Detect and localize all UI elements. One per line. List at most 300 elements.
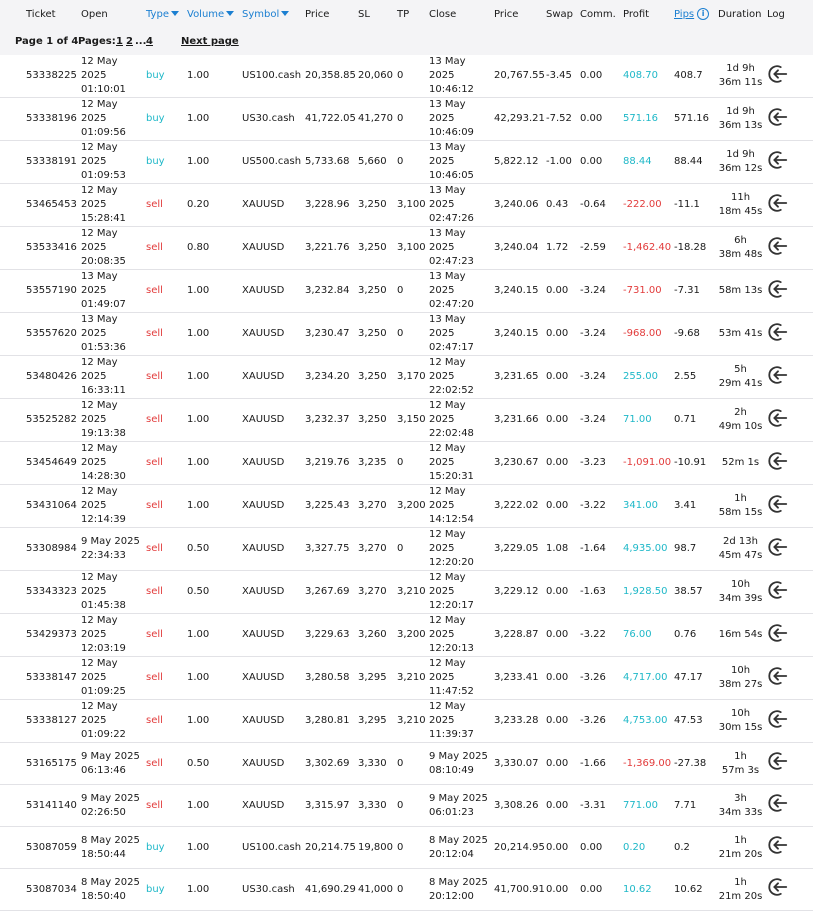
cell-swap: 0.00	[546, 757, 569, 769]
cell-duration-line1: 2h	[734, 407, 747, 418]
cell-duration-line1: 16m 54s	[718, 629, 763, 640]
cell-symbol: XAUUSD	[242, 672, 285, 683]
cell-log	[767, 227, 813, 270]
cell-price: 3,327.75	[305, 543, 350, 554]
cell-duration-line1: 6h	[734, 235, 747, 246]
col-price: Price	[305, 0, 358, 29]
cell-duration	[718, 184, 767, 227]
cell-swap: 0.00	[546, 328, 569, 339]
cell-close-time: 12:20:13	[429, 643, 474, 654]
cell-close	[429, 869, 494, 911]
pages-ellipsis: ...	[135, 36, 147, 47]
cell-pips: 98.7	[674, 543, 697, 554]
cell-pips: -7.31	[674, 285, 700, 296]
cell-type: buy	[146, 70, 165, 81]
cell-tp: 3,210	[397, 715, 426, 726]
cell-close	[429, 785, 494, 827]
cell-swap: 0.00	[546, 500, 569, 511]
log-exit-icon[interactable]	[767, 278, 789, 300]
cell-symbol: US30.cash	[242, 113, 295, 124]
cell-close-price: 3,230.67	[494, 457, 539, 468]
log-exit-icon[interactable]	[767, 750, 789, 772]
cell-duration	[718, 313, 767, 356]
cell-profit: -1,091.00	[623, 457, 672, 468]
cell-swap: 0.00	[546, 586, 569, 597]
cell-open-time: 01:09:53	[81, 170, 126, 181]
cell-sl: 3,260	[358, 629, 387, 640]
next-page-link[interactable]: Next page	[181, 36, 239, 47]
cell-ticket: 53454649	[26, 457, 77, 468]
log-exit-icon[interactable]	[767, 493, 789, 515]
cell-comm: 0.00	[580, 113, 603, 124]
log-exit-icon[interactable]	[767, 622, 789, 644]
cell-duration	[718, 485, 767, 528]
cell-ticket: 53480426	[26, 371, 77, 382]
cell-tp: 0	[397, 285, 404, 296]
cell-open-date: 12 May 2025	[81, 443, 118, 468]
cell-open	[81, 743, 146, 785]
cell-log	[767, 485, 813, 528]
cell-open-time: 01:45:38	[81, 600, 126, 611]
log-exit-icon[interactable]	[767, 536, 789, 558]
cell-close-date: 12 May 2025	[429, 615, 466, 640]
cell-close-price: 5,822.12	[494, 156, 539, 167]
cell-tp: 3,200	[397, 629, 426, 640]
cell-price: 3,232.37	[305, 414, 350, 425]
cell-open-date: 12 May 2025	[81, 701, 118, 726]
cell-duration-line2: 36m 12s	[718, 163, 763, 174]
cell-ticket: 53165175	[26, 757, 77, 769]
cell-open	[81, 141, 146, 184]
table-row	[0, 571, 813, 614]
sort-desc-icon[interactable]	[171, 11, 179, 16]
cell-close-price: 41,700.91	[494, 883, 545, 895]
cell-comm: -3.24	[580, 328, 606, 339]
log-exit-icon[interactable]	[767, 106, 789, 128]
cell-log	[767, 313, 813, 356]
cell-type: sell	[146, 672, 163, 683]
cell-volume: 1.00	[187, 328, 210, 339]
log-exit-icon[interactable]	[767, 407, 789, 429]
cell-price: 41,722.05	[305, 113, 356, 124]
cell-duration-line2: 45m 47s	[718, 550, 763, 561]
cell-tp: 3,210	[397, 586, 426, 597]
cell-open	[81, 227, 146, 270]
table-row	[0, 614, 813, 657]
cell-sl: 3,250	[358, 285, 387, 296]
cell-close-time: 11:47:52	[429, 686, 474, 697]
cell-price: 3,302.69	[305, 757, 350, 769]
cell-log	[767, 571, 813, 614]
cell-open-date: 12 May 2025	[81, 185, 118, 210]
cell-open-date: 12 May 2025	[81, 400, 118, 425]
cell-open-date: 8 May 2025	[81, 876, 140, 888]
cell-duration	[718, 399, 767, 442]
cell-close-time: 20:12:04	[429, 848, 474, 860]
cell-sl: 5,660	[358, 156, 387, 167]
cell-log	[767, 184, 813, 227]
table-row	[0, 528, 813, 571]
cell-open-time: 15:28:41	[81, 213, 126, 224]
col-ticket: Ticket	[0, 0, 81, 29]
col-open: Open	[81, 0, 146, 29]
log-exit-icon[interactable]	[767, 792, 789, 814]
cell-price: 3,280.58	[305, 672, 350, 683]
log-exit-icon[interactable]	[767, 876, 789, 898]
cell-swap: 0.00	[546, 715, 569, 726]
cell-swap: 0.43	[546, 199, 569, 210]
trade-rows	[0, 55, 813, 911]
log-exit-icon[interactable]	[767, 149, 789, 171]
cell-price: 3,221.76	[305, 242, 350, 253]
cell-volume: 1.00	[187, 70, 210, 81]
cell-comm: -3.26	[580, 672, 606, 683]
cell-symbol: XAUUSD	[242, 199, 285, 210]
cell-close	[429, 356, 494, 399]
cell-ticket: 53533416	[26, 242, 77, 253]
col-type[interactable]	[146, 0, 187, 29]
cell-symbol: XAUUSD	[242, 715, 285, 726]
cell-close	[429, 141, 494, 184]
log-exit-icon[interactable]	[767, 364, 789, 386]
table-row	[0, 184, 813, 227]
cell-comm: 0.00	[580, 883, 603, 895]
cell-comm: -1.63	[580, 586, 606, 597]
cell-close-price: 3,308.26	[494, 799, 539, 811]
cell-pips: 10.62	[674, 883, 703, 895]
cell-profit: -222.00	[623, 199, 662, 210]
cell-open-date: 12 May 2025	[81, 228, 118, 253]
cell-duration-line2: 36m 13s	[718, 120, 763, 131]
cell-profit: 255.00	[623, 371, 658, 382]
cell-duration	[718, 270, 767, 313]
cell-duration	[718, 442, 767, 485]
cell-type: sell	[146, 242, 163, 253]
cell-pips: -18.28	[674, 242, 707, 253]
cell-comm: -3.24	[580, 414, 606, 425]
cell-ticket: 53338196	[26, 113, 77, 124]
cell-duration	[718, 98, 767, 141]
cell-log	[767, 399, 813, 442]
cell-open-date: 9 May 2025	[81, 750, 140, 762]
cell-open	[81, 614, 146, 657]
cell-close-date: 8 May 2025	[429, 876, 488, 888]
cell-symbol: XAUUSD	[242, 500, 285, 511]
table-row	[0, 869, 813, 911]
cell-duration	[718, 743, 767, 785]
cell-ticket: 53338225	[26, 70, 77, 81]
cell-tp: 0	[397, 70, 404, 81]
cell-close-date: 13 May 2025	[429, 56, 466, 81]
cell-sl: 3,295	[358, 715, 387, 726]
cell-open	[81, 485, 146, 528]
cell-close-time: 06:01:23	[429, 806, 474, 818]
cell-open-time: 16:33:11	[81, 385, 126, 396]
cell-symbol: US100.cash	[242, 70, 302, 81]
cell-price: 3,228.96	[305, 199, 350, 210]
cell-close-price: 3,240.15	[494, 328, 539, 339]
cell-close	[429, 55, 494, 98]
cell-symbol: US100.cash	[242, 841, 302, 853]
cell-close-date: 12 May 2025	[429, 529, 466, 554]
cell-volume: 1.00	[187, 285, 210, 296]
cell-volume: 1.00	[187, 156, 210, 167]
cell-swap: -1.00	[546, 156, 572, 167]
cell-comm: -1.66	[580, 757, 606, 769]
col-type-label[interactable]: Type	[146, 8, 169, 20]
cell-type: sell	[146, 799, 163, 811]
cell-open	[81, 571, 146, 614]
cell-volume: 1.00	[187, 629, 210, 640]
cell-close-price: 3,222.02	[494, 500, 539, 511]
cell-close-time: 14:12:54	[429, 514, 474, 525]
log-exit-icon[interactable]	[767, 321, 789, 343]
cell-log	[767, 98, 813, 141]
cell-duration-line2: 38m 48s	[718, 249, 763, 260]
cell-duration	[718, 700, 767, 743]
log-exit-icon[interactable]	[767, 450, 789, 472]
cell-ticket: 53338147	[26, 672, 77, 683]
cell-swap: 0.00	[546, 841, 569, 853]
table-row	[0, 313, 813, 356]
cell-duration-line1: 1h	[734, 493, 747, 504]
page-indicator: Page 1 of 4	[15, 36, 79, 47]
cell-log	[767, 528, 813, 571]
cell-close-time: 10:46:12	[429, 84, 474, 95]
cell-comm: -1.64	[580, 543, 606, 554]
cell-close	[429, 270, 494, 313]
cell-open-date: 12 May 2025	[81, 615, 118, 640]
cell-close-date: 9 May 2025	[429, 792, 488, 804]
sort-desc-icon[interactable]	[226, 11, 234, 16]
cell-symbol: XAUUSD	[242, 414, 285, 425]
table-row	[0, 270, 813, 313]
cell-profit: 76.00	[623, 629, 652, 640]
cell-pips: 0.76	[674, 629, 697, 640]
col-volume-label[interactable]: Volume	[187, 8, 225, 20]
cell-ticket: 53465453	[26, 199, 77, 210]
cell-duration-line2: 29m 41s	[718, 378, 763, 389]
table-row	[0, 442, 813, 485]
cell-duration	[718, 827, 767, 869]
cell-close	[429, 442, 494, 485]
col-close-price: Price	[494, 0, 546, 29]
cell-close-time: 10:46:09	[429, 127, 474, 138]
log-exit-icon[interactable]	[767, 708, 789, 730]
cell-volume: 0.50	[187, 757, 210, 769]
cell-volume: 1.00	[187, 715, 210, 726]
log-exit-icon[interactable]	[767, 665, 789, 687]
col-pips[interactable]	[674, 0, 718, 29]
cell-volume: 1.00	[187, 841, 210, 853]
cell-close	[429, 313, 494, 356]
pager-row	[0, 29, 813, 55]
cell-profit: 571.16	[623, 113, 658, 124]
cell-duration	[718, 869, 767, 911]
col-profit: Profit	[623, 0, 674, 29]
log-exit-icon[interactable]	[767, 192, 789, 214]
table-row	[0, 657, 813, 700]
col-comm: Comm.	[580, 0, 623, 29]
page-link-1[interactable]: 1	[116, 36, 123, 47]
cell-ticket: 53429373	[26, 629, 77, 640]
cell-close-time: 15:20:31	[429, 471, 474, 482]
cell-swap: 1.72	[546, 242, 569, 253]
pages-label: Pages:	[78, 36, 116, 47]
cell-duration-line1: 3h	[734, 792, 747, 804]
cell-ticket: 53343323	[26, 586, 77, 597]
cell-open-date: 12 May 2025	[81, 142, 118, 167]
cell-close-date: 12 May 2025	[429, 658, 466, 683]
table-row	[0, 227, 813, 270]
cell-duration	[718, 528, 767, 571]
col-symbol[interactable]	[242, 0, 305, 29]
cell-profit: -731.00	[623, 285, 662, 296]
cell-close-time: 20:12:00	[429, 890, 474, 902]
cell-comm: -3.26	[580, 715, 606, 726]
cell-duration-line1: 11h	[730, 192, 751, 203]
cell-close-price: 3,229.05	[494, 543, 539, 554]
cell-close-date: 12 May 2025	[429, 572, 466, 597]
sort-desc-icon[interactable]	[281, 11, 289, 16]
cell-sl: 20,060	[358, 70, 393, 81]
log-exit-icon[interactable]	[767, 579, 789, 601]
cell-tp: 0	[397, 457, 404, 468]
cell-log	[767, 356, 813, 399]
cell-comm: -3.22	[580, 500, 606, 511]
cell-pips: 88.44	[674, 156, 703, 167]
page-link-4[interactable]: 4	[146, 36, 153, 47]
cell-comm: -2.59	[580, 242, 606, 253]
cell-close-price: 3,229.12	[494, 586, 539, 597]
log-exit-icon[interactable]	[767, 235, 789, 257]
cell-profit: 88.44	[623, 156, 652, 167]
cell-duration-line1: 10h	[730, 708, 751, 719]
cell-open-date: 13 May 2025	[81, 314, 118, 339]
cell-open-time: 22:34:33	[81, 550, 126, 561]
cell-duration-line2: 18m 45s	[718, 206, 763, 217]
cell-duration-line2: 34m 33s	[718, 806, 763, 818]
cell-open	[81, 98, 146, 141]
cell-close-price: 20,767.55	[494, 70, 545, 81]
cell-pips: 47.17	[674, 672, 703, 683]
cell-ticket: 53087059	[26, 841, 77, 853]
cell-sl: 3,270	[358, 586, 387, 597]
cell-duration-line1: 1d 9h	[726, 106, 755, 117]
cell-close-date: 13 May 2025	[429, 142, 466, 167]
cell-type: sell	[146, 629, 163, 640]
cell-close-date: 12 May 2025	[429, 357, 466, 382]
cell-open-time: 12:03:19	[81, 643, 126, 654]
cell-close-time: 11:39:37	[429, 729, 474, 740]
cell-price: 3,267.69	[305, 586, 350, 597]
cell-sl: 3,250	[358, 414, 387, 425]
cell-volume: 0.50	[187, 586, 210, 597]
cell-tp: 0	[397, 799, 404, 811]
col-volume[interactable]	[187, 0, 242, 29]
cell-log	[767, 442, 813, 485]
cell-pips: 2.55	[674, 371, 697, 382]
cell-duration	[718, 785, 767, 827]
cell-tp: 0	[397, 113, 404, 124]
cell-volume: 1.00	[187, 799, 210, 811]
cell-close-date: 13 May 2025	[429, 185, 466, 210]
cell-type: buy	[146, 113, 165, 124]
cell-comm: -3.31	[580, 799, 606, 811]
cell-open-time: 01:09:56	[81, 127, 126, 138]
cell-tp: 0	[397, 757, 404, 769]
cell-volume: 1.00	[187, 500, 210, 511]
cell-tp: 3,200	[397, 500, 426, 511]
cell-open-date: 8 May 2025	[81, 834, 140, 846]
col-symbol-label[interactable]: Symbol	[242, 8, 280, 20]
cell-close-price: 3,231.65	[494, 371, 539, 382]
cell-open-date: 13 May 2025	[81, 271, 118, 296]
cell-open-time: 18:50:44	[81, 848, 126, 860]
cell-swap: 0.00	[546, 371, 569, 382]
cell-type: sell	[146, 500, 163, 511]
page-link-2[interactable]: 2	[126, 36, 133, 47]
cell-open	[81, 356, 146, 399]
cell-swap: 0.00	[546, 285, 569, 296]
cell-open	[81, 657, 146, 700]
info-icon[interactable]: i	[697, 8, 709, 20]
cell-tp: 3,100	[397, 199, 426, 210]
cell-swap: 0.00	[546, 457, 569, 468]
cell-close-date: 12 May 2025	[429, 443, 466, 468]
cell-open	[81, 869, 146, 911]
cell-ticket: 53338127	[26, 715, 77, 726]
log-exit-icon[interactable]	[767, 834, 789, 856]
cell-open-time: 18:50:40	[81, 890, 126, 902]
cell-open	[81, 399, 146, 442]
col-pips-label[interactable]: Pips	[674, 8, 695, 20]
cell-price: 3,229.63	[305, 629, 350, 640]
cell-close-date: 12 May 2025	[429, 400, 466, 425]
cell-symbol: XAUUSD	[242, 799, 285, 811]
cell-ticket: 53087034	[26, 883, 77, 895]
cell-sl: 3,270	[358, 500, 387, 511]
cell-pips: 7.71	[674, 799, 697, 811]
col-duration: Duration	[718, 0, 767, 29]
cell-profit: 4,717.00	[623, 672, 668, 683]
cell-close-time: 02:47:23	[429, 256, 474, 267]
cell-volume: 0.20	[187, 199, 210, 210]
log-exit-icon[interactable]	[767, 63, 789, 85]
cell-close-date: 13 May 2025	[429, 228, 466, 253]
table-row	[0, 356, 813, 399]
cell-open-time: 01:09:22	[81, 729, 126, 740]
cell-close-price: 3,330.07	[494, 757, 539, 769]
cell-close	[429, 184, 494, 227]
cell-close-time: 02:47:20	[429, 299, 474, 310]
col-sl: SL	[358, 0, 397, 29]
cell-swap: 0.00	[546, 883, 569, 895]
cell-profit: -1,462.40	[623, 242, 672, 253]
cell-close-date: 12 May 2025	[429, 701, 466, 726]
cell-pips: -9.68	[674, 328, 700, 339]
cell-close-time: 22:02:52	[429, 385, 474, 396]
cell-ticket: 53525282	[26, 414, 77, 425]
cell-price: 3,315.97	[305, 799, 350, 811]
table-row	[0, 700, 813, 743]
cell-sl: 41,000	[358, 883, 393, 895]
cell-open-time: 01:53:36	[81, 342, 126, 353]
cell-close-date: 13 May 2025	[429, 99, 466, 124]
cell-close-time: 22:02:48	[429, 428, 474, 439]
cell-tp: 3,170	[397, 371, 426, 382]
cell-price: 3,232.84	[305, 285, 350, 296]
